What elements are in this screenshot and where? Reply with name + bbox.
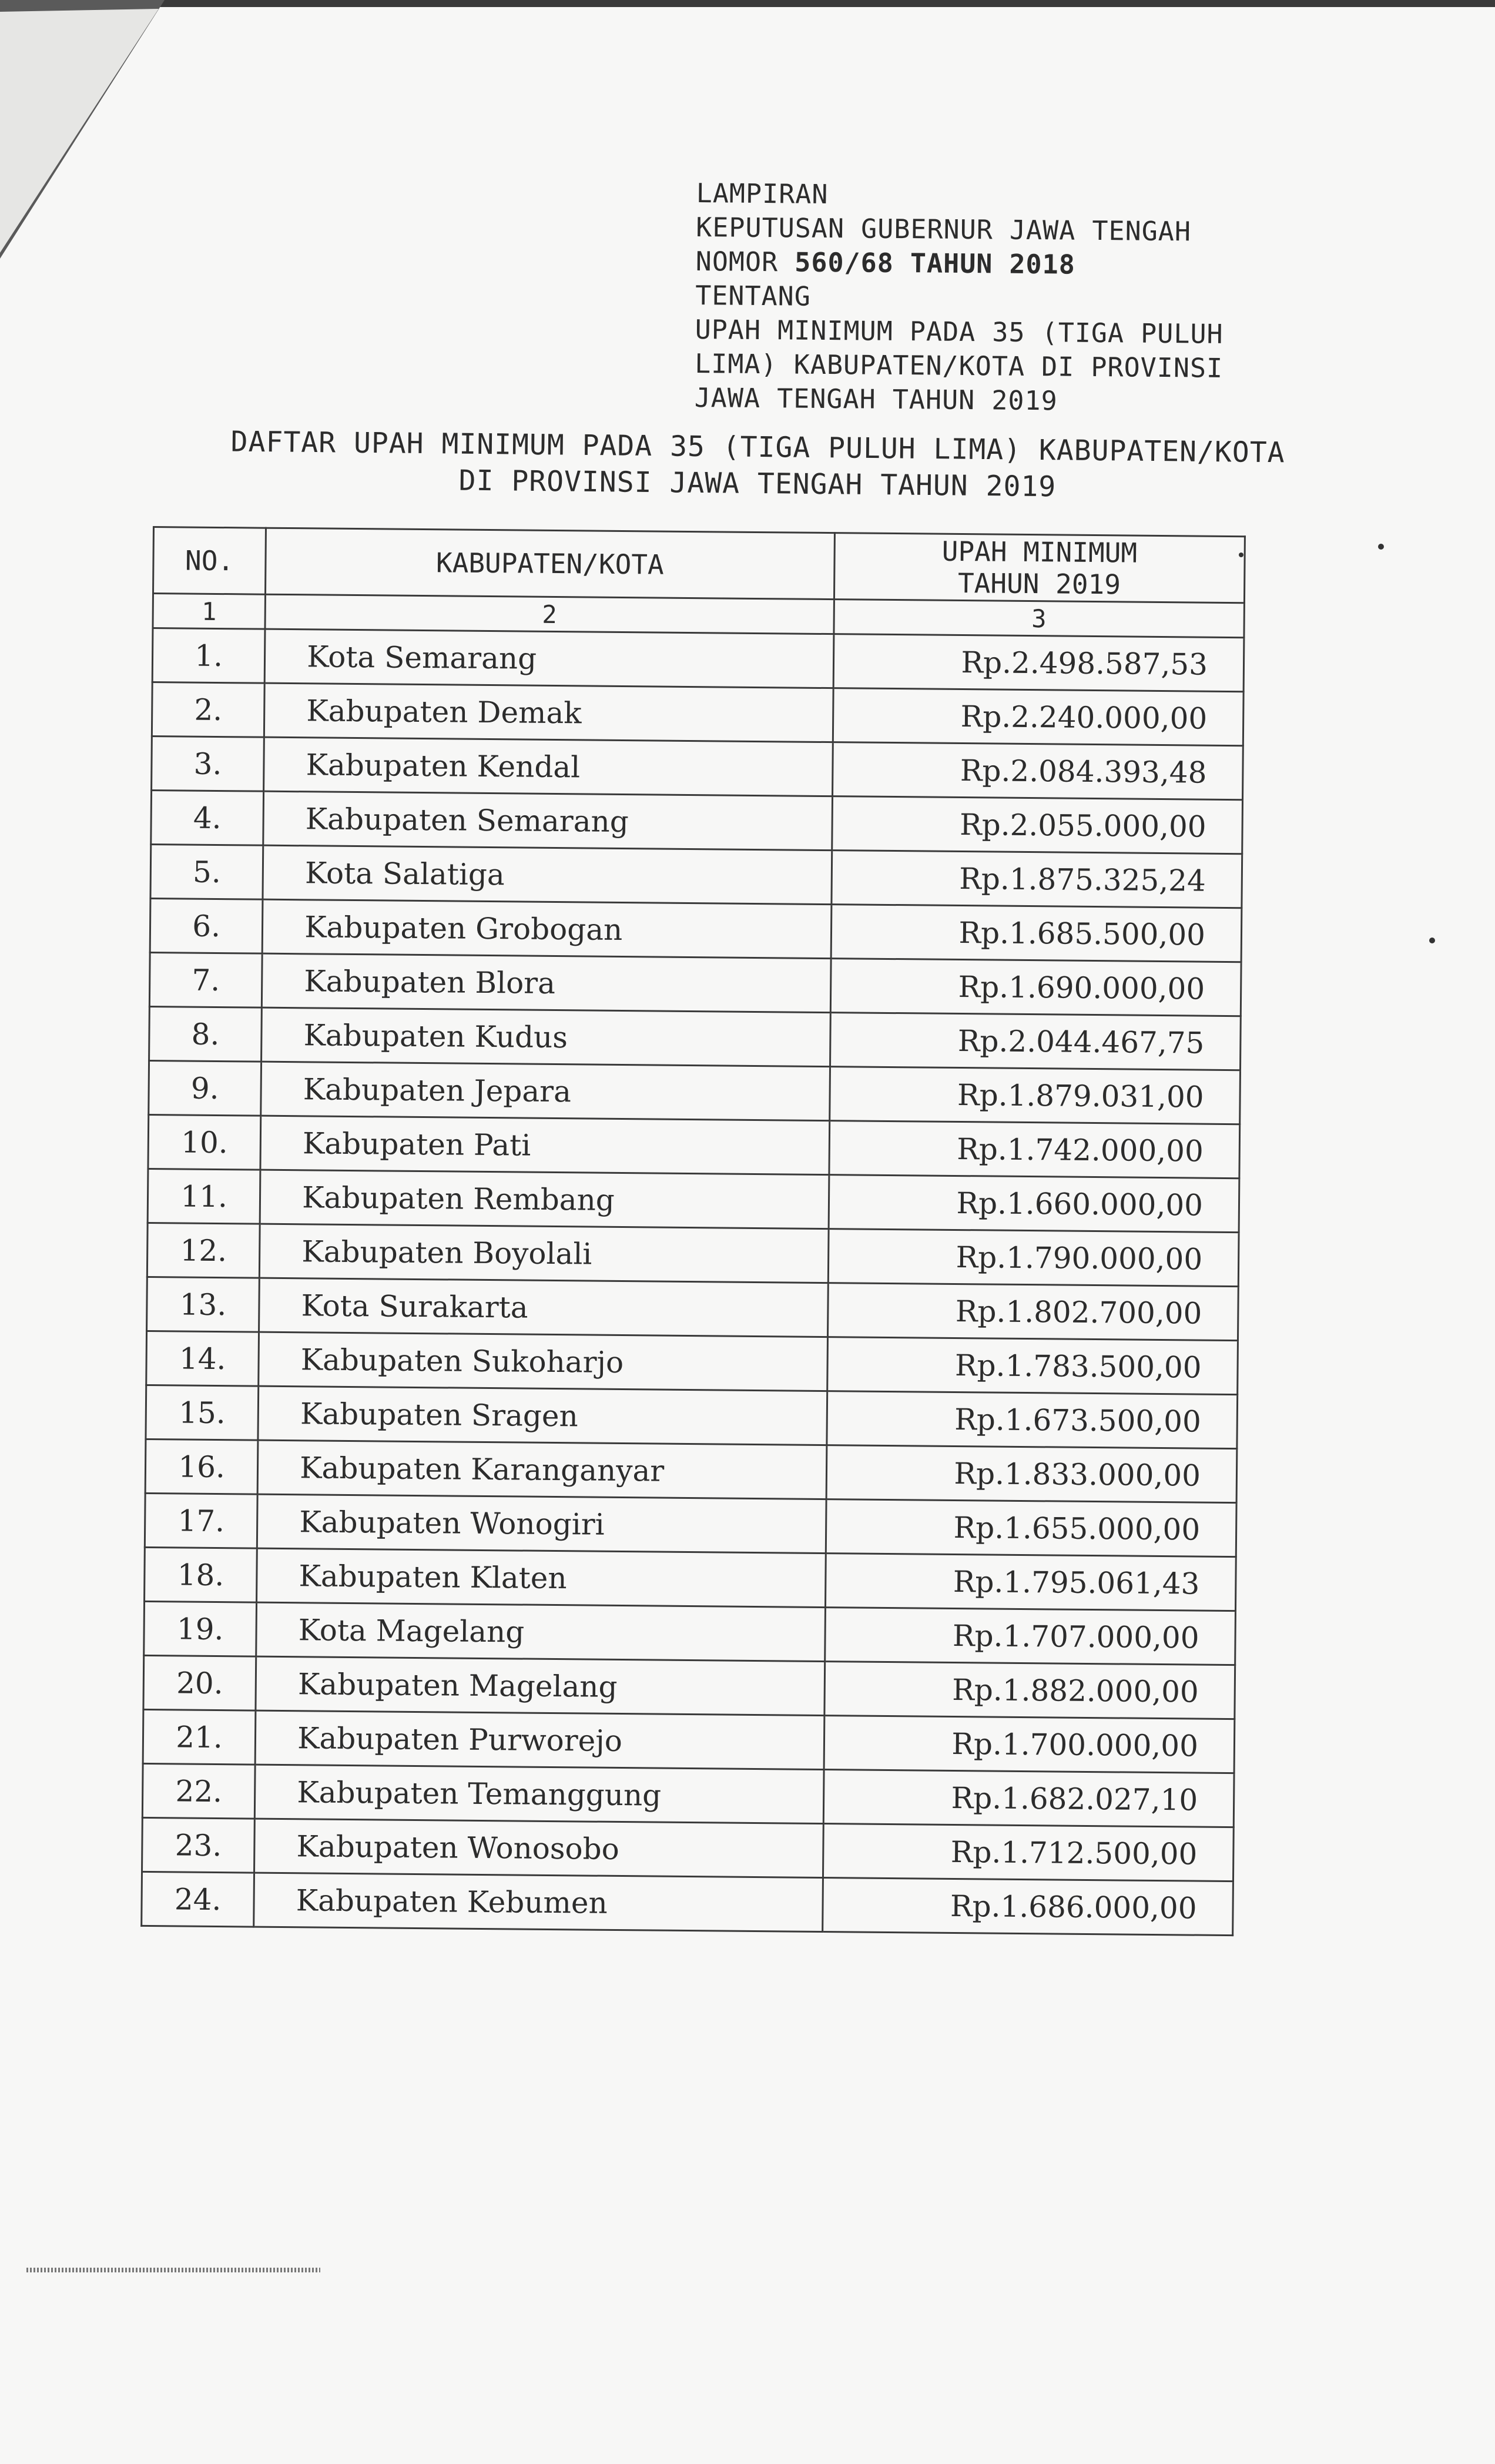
row-number: 16. (145, 1439, 258, 1494)
table-row (149, 1006, 1241, 1070)
table-row (142, 1817, 1234, 1881)
row-number: 10. (148, 1114, 261, 1170)
region-name: Kabupaten Demak (264, 683, 833, 742)
region-name: Kabupaten Boyolali (260, 1224, 829, 1283)
region-name: Kabupaten Kendal (264, 737, 833, 796)
row-number: 15. (146, 1385, 259, 1440)
minimum-wage: Rp.1.700.000,00 (824, 1716, 1235, 1773)
subject-line-3: JAWA TENGAH TAHUN 2019 (694, 381, 1058, 417)
header-wage-line-1: UPAH MINIMUM (941, 535, 1138, 569)
table-row (145, 1547, 1236, 1611)
region-name: Kabupaten Jepara (261, 1062, 830, 1120)
subject-line-1: UPAH MINIMUM PADA 35 (TIGA PULUH (695, 313, 1224, 350)
table-row (149, 952, 1241, 1016)
region-name: Kabupaten Wonosobo (254, 1819, 823, 1877)
table-row (151, 790, 1243, 853)
nomor-prefix: NOMOR (695, 245, 779, 278)
minimum-wage: Rp.1.742.000,00 (829, 1121, 1239, 1179)
table-row (145, 1493, 1236, 1556)
row-number: 11. (148, 1169, 260, 1224)
region-name: Kabupaten Pati (260, 1116, 829, 1174)
minimum-wage: Rp.1.783.500,00 (827, 1337, 1238, 1395)
row-number: 4. (151, 790, 264, 845)
scan-top-edge (0, 0, 1495, 7)
table-row (149, 1060, 1241, 1124)
minimum-wage: Rp.1.660.000,00 (829, 1175, 1239, 1233)
attachment-header (694, 176, 1313, 420)
attachment-label: LAMPIRAN (696, 177, 829, 210)
minimum-wage: Rp.2.044.467,75 (830, 1013, 1241, 1070)
row-number: 13. (147, 1277, 260, 1332)
nomor-value: 560/68 TAHUN 2018 (795, 246, 1076, 280)
minimum-wage: Rp.1.673.500,00 (826, 1391, 1237, 1449)
table-row (142, 1872, 1233, 1935)
region-name: Kabupaten Kudus (262, 1007, 830, 1066)
document-title (199, 423, 1316, 508)
header-wage (834, 533, 1245, 603)
table-row (143, 1655, 1235, 1719)
minimum-wage: Rp.1.879.031,00 (829, 1067, 1240, 1124)
decree-number (695, 245, 1312, 284)
table-row (152, 628, 1244, 692)
table-row (142, 1763, 1234, 1827)
wage-table (140, 526, 1246, 1936)
minimum-wage: Rp.2.084.393,48 (832, 742, 1243, 800)
column-number: 3 (834, 600, 1245, 638)
minimum-wage: Rp.1.833.000,00 (826, 1445, 1237, 1503)
table-row (148, 1169, 1239, 1232)
minimum-wage: Rp.1.686.000,00 (822, 1878, 1233, 1936)
minimum-wage: Rp.1.655.000,00 (826, 1499, 1236, 1557)
table-header-row (153, 527, 1245, 603)
table-row (143, 1709, 1235, 1773)
row-number: 3. (152, 736, 264, 791)
region-name: Kabupaten Temanggung (254, 1765, 823, 1823)
table-row (146, 1385, 1238, 1448)
column-number: 1 (153, 594, 266, 630)
row-number: 1. (152, 628, 265, 684)
row-number: 2. (152, 682, 264, 738)
row-number: 20. (143, 1655, 256, 1710)
minimum-wage: Rp.1.707.000,00 (824, 1608, 1235, 1665)
region-name: Kabupaten Grobogan (262, 899, 831, 958)
table-row (152, 736, 1243, 799)
table-row (144, 1601, 1236, 1665)
row-number: 22. (142, 1763, 255, 1819)
row-number: 7. (149, 952, 262, 1007)
row-number: 18. (145, 1547, 257, 1602)
minimum-wage: Rp.1.875.325,24 (831, 851, 1242, 908)
row-number: 17. (145, 1493, 257, 1548)
row-number: 9. (149, 1060, 262, 1116)
minimum-wage: Rp.1.685.500,00 (831, 905, 1242, 962)
table-row (147, 1223, 1239, 1286)
region-name: Kabupaten Sukoharjo (259, 1332, 827, 1391)
region-name: Kota Surakarta (259, 1278, 828, 1337)
header-region: KABUPATEN/KOTA (266, 528, 834, 599)
table-row (150, 844, 1242, 908)
scan-speck (1239, 553, 1243, 557)
table-row (147, 1277, 1239, 1340)
row-number: 14. (146, 1331, 259, 1386)
row-number: 21. (143, 1709, 256, 1765)
region-name: Kota Salatiga (263, 845, 832, 904)
table-row (146, 1331, 1238, 1394)
minimum-wage: Rp.2.055.000,00 (832, 796, 1242, 854)
minimum-wage: Rp.1.712.500,00 (823, 1824, 1233, 1882)
table-row (148, 1114, 1240, 1178)
table-body (142, 628, 1244, 1936)
header-wage-line-2: TAHUN 2019 (957, 567, 1121, 601)
row-number: 5. (150, 844, 263, 899)
row-number: 24. (142, 1872, 254, 1927)
folded-corner (0, 0, 176, 270)
subject-line-2: LIMA) KABUPATEN/KOTA DI PROVINSI (694, 347, 1224, 384)
region-name: Kabupaten Blora (262, 953, 831, 1012)
region-name: Kabupaten Kebumen (254, 1873, 823, 1931)
minimum-wage: Rp.1.795.061,43 (825, 1554, 1236, 1611)
scan-speck (1378, 544, 1384, 550)
region-name: Kabupaten Klaten (257, 1548, 826, 1607)
decree-name: KEPUTUSAN GUBERNUR JAWA TENGAH (696, 211, 1192, 247)
row-number: 23. (142, 1817, 255, 1873)
region-name: Kabupaten Semarang (263, 791, 832, 850)
minimum-wage: Rp.1.802.700,00 (827, 1283, 1238, 1341)
about-label: TENTANG (695, 279, 812, 312)
row-number: 8. (149, 1006, 262, 1062)
row-number: 6. (150, 898, 263, 953)
region-name: Kabupaten Magelang (256, 1656, 824, 1715)
row-number: 12. (147, 1223, 260, 1278)
minimum-wage: Rp.1.790.000,00 (828, 1229, 1239, 1287)
region-name: Kabupaten Wonogiri (257, 1494, 826, 1553)
minimum-wage: Rp.1.682.027,10 (823, 1770, 1234, 1827)
region-name: Kabupaten Purworejo (255, 1710, 824, 1769)
table-row (145, 1439, 1237, 1502)
minimum-wage: Rp.2.498.587,53 (833, 634, 1244, 692)
scan-artifact-line (26, 2268, 320, 2272)
region-name: Kabupaten Sragen (258, 1386, 827, 1445)
row-number: 19. (144, 1601, 257, 1656)
scan-speck (1429, 938, 1435, 943)
region-name: Kota Magelang (256, 1602, 825, 1661)
table-row (152, 682, 1243, 746)
wage-table-container (140, 526, 1246, 1936)
region-name: Kabupaten Rembang (260, 1170, 829, 1228)
minimum-wage: Rp.1.690.000,00 (830, 959, 1241, 1016)
region-name: Kota Semarang (264, 629, 833, 688)
title-line-1: DAFTAR UPAH MINIMUM PADA 35 (TIGA PULUH LIMA) KABUPATEN/KOTA (230, 425, 1285, 470)
minimum-wage: Rp.2.240.000,00 (833, 688, 1243, 746)
title-line-2: DI PROVINSI JAWA TENGAH TAHUN 2019 (458, 464, 1057, 504)
column-number: 2 (265, 594, 834, 634)
table-row (150, 898, 1242, 962)
region-name: Kabupaten Karanganyar (257, 1440, 826, 1499)
header-no: NO. (153, 527, 266, 595)
minimum-wage: Rp.1.882.000,00 (824, 1662, 1235, 1719)
